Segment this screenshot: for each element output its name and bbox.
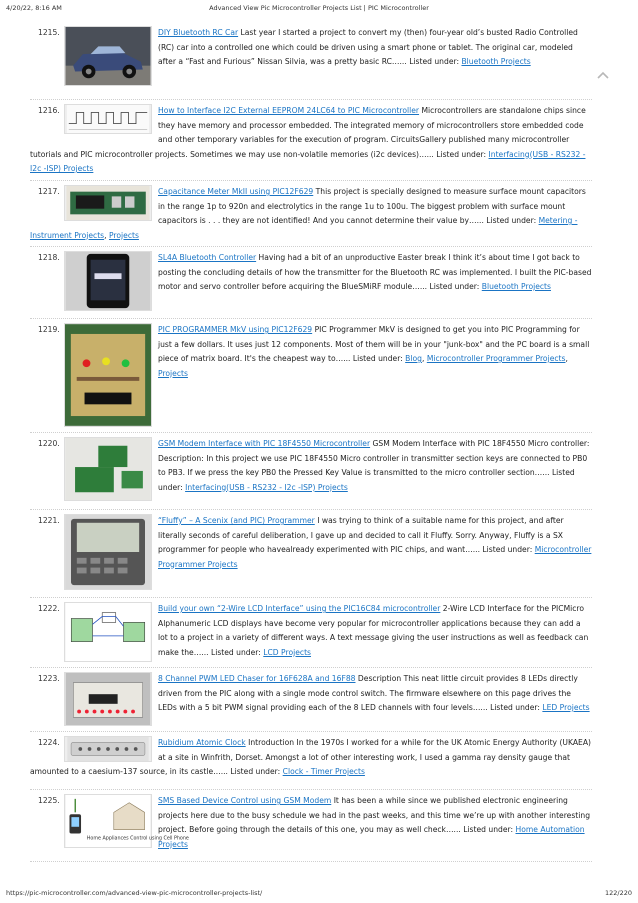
listed-under-label: Listed under: [486,216,537,225]
listed-under-label: Listed under: [352,354,403,363]
category-link[interactable]: Blog [405,354,422,363]
category-link[interactable]: Bluetooth Projects [481,282,551,291]
item-number: 1220. [38,439,60,448]
led-chaser-thumbnail[interactable] [64,672,152,726]
item-number: 1216. [38,106,60,115]
rc-car-thumbnail[interactable] [64,26,152,86]
item-number: 1223. [38,674,60,683]
listed-under-label: Listed under: [429,282,480,291]
item-description: Microcontrollers are standalone chips since they have memory and processor embedded. The integrated memory of microcontrollers store embedded code and other temporary variables for the execution of program. CircuitsGallery published many microcontroller tutorials and PIC microcontroller projects. Sometimes we may use non-volatile memories (i2c devices)…... [30,106,586,159]
list-item [30,790,592,862]
item-title-link[interactable]: Build your own “2-Wire LCD Interface” using the PIC16C84 microcontroller [158,604,441,613]
item-title-link[interactable]: GSM Modem Interface with PIC 18F4550 Microcontroller [158,439,371,448]
print-title: Advanced View Pic Microcontroller Projects List | PIC Microcontroller [209,4,429,12]
item-title-link[interactable]: SMS Based Device Control using GSM Modem [158,796,332,805]
page-url: https://pic-microcontroller.com/advanced-view-pic-microcontroller-projects-list/ [6,889,263,897]
list-item [30,247,592,319]
item-number: 1221. [38,516,60,525]
chevron-up-icon[interactable] [596,70,610,80]
print-header [6,4,632,16]
category-link[interactable]: Bluetooth Projects [461,57,531,66]
list-item [30,433,592,510]
capacitance-meter-thumbnail[interactable] [64,185,152,221]
category-link[interactable]: LCD Projects [263,647,311,657]
listed-under-label: Listed under: [158,468,575,492]
sms-device-control-thumbnail[interactable] [64,794,189,848]
listed-under-label: Listed under: [436,149,487,159]
list-item: 1217. Capacitance Meter MkII using PIC12F629 This project is specially designed to measure surface mount capacitors in the range 1p to 920n and electrolytics in the range 1u to 100u. The biggest problem with surface mount capacitors is . . . they are not identified! And you cannot determine their value by…... Listed under: Metering - Instrument Projects, Projects [30,181,592,247]
category-link[interactable]: Metering - Instrument Projects [30,216,578,240]
listed-under-label: Listed under: [210,647,261,657]
phone-bluetooth-thumbnail[interactable] [64,251,152,311]
list-item [30,22,592,100]
listed-under-label: Listed under: [463,825,514,834]
category-link[interactable]: Projects [108,230,139,240]
item-description: Description This neat little circuit provides 8 LEDs directly driven from the PIC along with a single mode control switch. The firmware elsewhere on this page drives the LEDs with a 5 bit PWM signal providing each of the 8 LED channels with four levels…... [158,674,578,712]
atomic-clock-thumbnail[interactable] [64,736,152,762]
gsm-modem-thumbnail[interactable] [64,437,152,501]
item-title-link[interactable]: PIC PROGRAMMER MkV using PIC12F629 [158,325,313,334]
item-number: 1215. [38,28,60,37]
item-title-link[interactable]: 8 Channel PWM LED Chaser for 16F628A and 16F88 [158,674,356,683]
list-item: 1219. PIC PROGRAMMER MkV using PIC12F629 PIC Programmer MkV is designed to get you into PIC Programming for just a few dollars. It uses just 12 components. Most of them will be in your "junk-box" and the PC board is a small piece of matrix board. It's the cheapest way to…... Listed under: Blog, Microcontroller Programmer Projects, Projects [30,319,592,433]
thumb-caption: Home Appliances Control using Cell Phone [86,836,189,842]
list-item [30,598,592,668]
item-description: PIC Programmer MkV is designed to get you into PIC Programming for just a few dollars. It uses just 12 components. Most of them will be in your "junk-box" and the PC board is a small piece of matrix board. It's the cheapest way to…... [158,325,590,363]
fluffy-programmer-thumbnail[interactable] [64,514,152,590]
item-title-link[interactable]: Rubidium Atomic Clock [158,738,246,747]
list-item [30,668,592,732]
item-number: 1218. [38,253,60,262]
listed-under-label: Listed under: [230,767,281,776]
list-item [30,100,592,181]
category-link[interactable]: Microcontroller Programmer Projects [426,354,566,363]
print-footer [6,889,632,899]
item-description: Introduction In the 1970s I worked for a while for the UK Atomic Energy Authority (UKAEA) at a site in Winfrith, Dorset. Amongst a lot of other interesting work, I used a gamma ray density gauge that amounted to a caesium-137 source, in its castle…... [30,738,591,776]
item-description: It has been a while since we published electronic engineering projects here due to the busy schedule we had in the past weeks, and this time we’re up with another interesting project. Before going through the details of this one, you may as well check…... [158,796,591,834]
item-title-link[interactable]: “Fluffy” – A Scenix (and PIC) Programmer [158,516,315,525]
category-link[interactable]: Projects [158,368,188,378]
page-count: 122/220 [604,889,632,897]
lcd-interface-schematic-thumbnail[interactable] [64,602,152,662]
list-item [30,732,592,790]
category-link[interactable]: Interfacing(USB - RS232 - I2c -ISP) Projects [185,482,348,492]
item-number: 1217. [38,187,60,196]
item-description: 2-Wire LCD Interface for the PICMicro Alphanumeric LCD displays have become very popular for microcontroller applications because they can add a lot to a project in a variety of different ways. A text message giving the user instructions as well as feedback can make the…... [158,604,589,657]
listed-under-label: Listed under: [482,545,533,554]
print-date: 4/20/22, 8:16 AM [6,4,62,12]
list-item [30,510,592,598]
item-description: Having had a bit of an unproductive Easter break I think it’s about time I got back to posting the concluding details of how the transmitter for the Bluetooth RC was implemented. I built the PIC-based motor and servo controller before acquiring the BlueSMiRF module…... [158,253,592,291]
item-title-link[interactable]: Capacitance Meter MkII using PIC12F629 [158,187,314,196]
item-title-link[interactable]: DIY Bluetooth RC Car [158,28,239,37]
category-link[interactable]: Home Automation Projects [158,825,585,849]
project-list [30,22,592,862]
item-description: GSM Modem Interface with PIC 18F4550 Micro controller: Description: In this project we use PIC 18F4550 Micro controller in transmitter section keys are connected to PB0 to PB3. If we press the key PB0 the Pressed Key Value is transmitted to the micro controller section…... [158,439,590,477]
item-description: I was trying to think of a suitable name for this project, and after literally seconds of careful deliberation, I gave up and decided to call it Fluffy. Sorry. Anyway, Fluffy is a SX programmer for people who havealready experimented with PIC chips, and want…... [158,516,564,554]
i2c-eeprom-thumbnail[interactable] [64,104,152,134]
category-link[interactable]: Microcontroller Programmer Projects [158,545,592,569]
listed-under-label: Listed under: [490,703,540,712]
item-title-link[interactable]: How to Interface I2C External EEPROM 24LC64 to PIC Microcontroller [158,106,420,115]
category-link[interactable]: LED Projects [542,703,590,712]
item-title-link[interactable]: SL4A Bluetooth Controller [158,253,257,262]
item-description: Last year I started a project to convert my (then) four-year old’s busted Radio Controlled (RC) car into a controlled one which could be driven using a smart phone or tablet. The original car, modeled after a “Fast and Furious” Nissan Silvia, was a pretty basic RC…... [158,28,578,66]
listed-under-label: Listed under: [409,57,460,66]
item-number: 1224. [38,738,60,747]
item-number: 1225. [38,796,60,805]
category-link[interactable]: Interfacing(USB - RS232 - I2c -ISP) Projects [30,149,586,173]
item-description: This project is specially designed to measure surface mount capacitors in the range 1p to 920n and electrolytics in the range 1u to 100u. The biggest problem with surface mount capacitors is . . . they are not identified! And you cannot determine their value by…... [158,187,586,225]
pic-programmer-thumbnail[interactable] [64,323,152,427]
item-number: 1219. [38,325,60,334]
category-link[interactable]: Clock - Timer Projects [282,767,365,776]
item-number: 1222. [38,604,60,613]
